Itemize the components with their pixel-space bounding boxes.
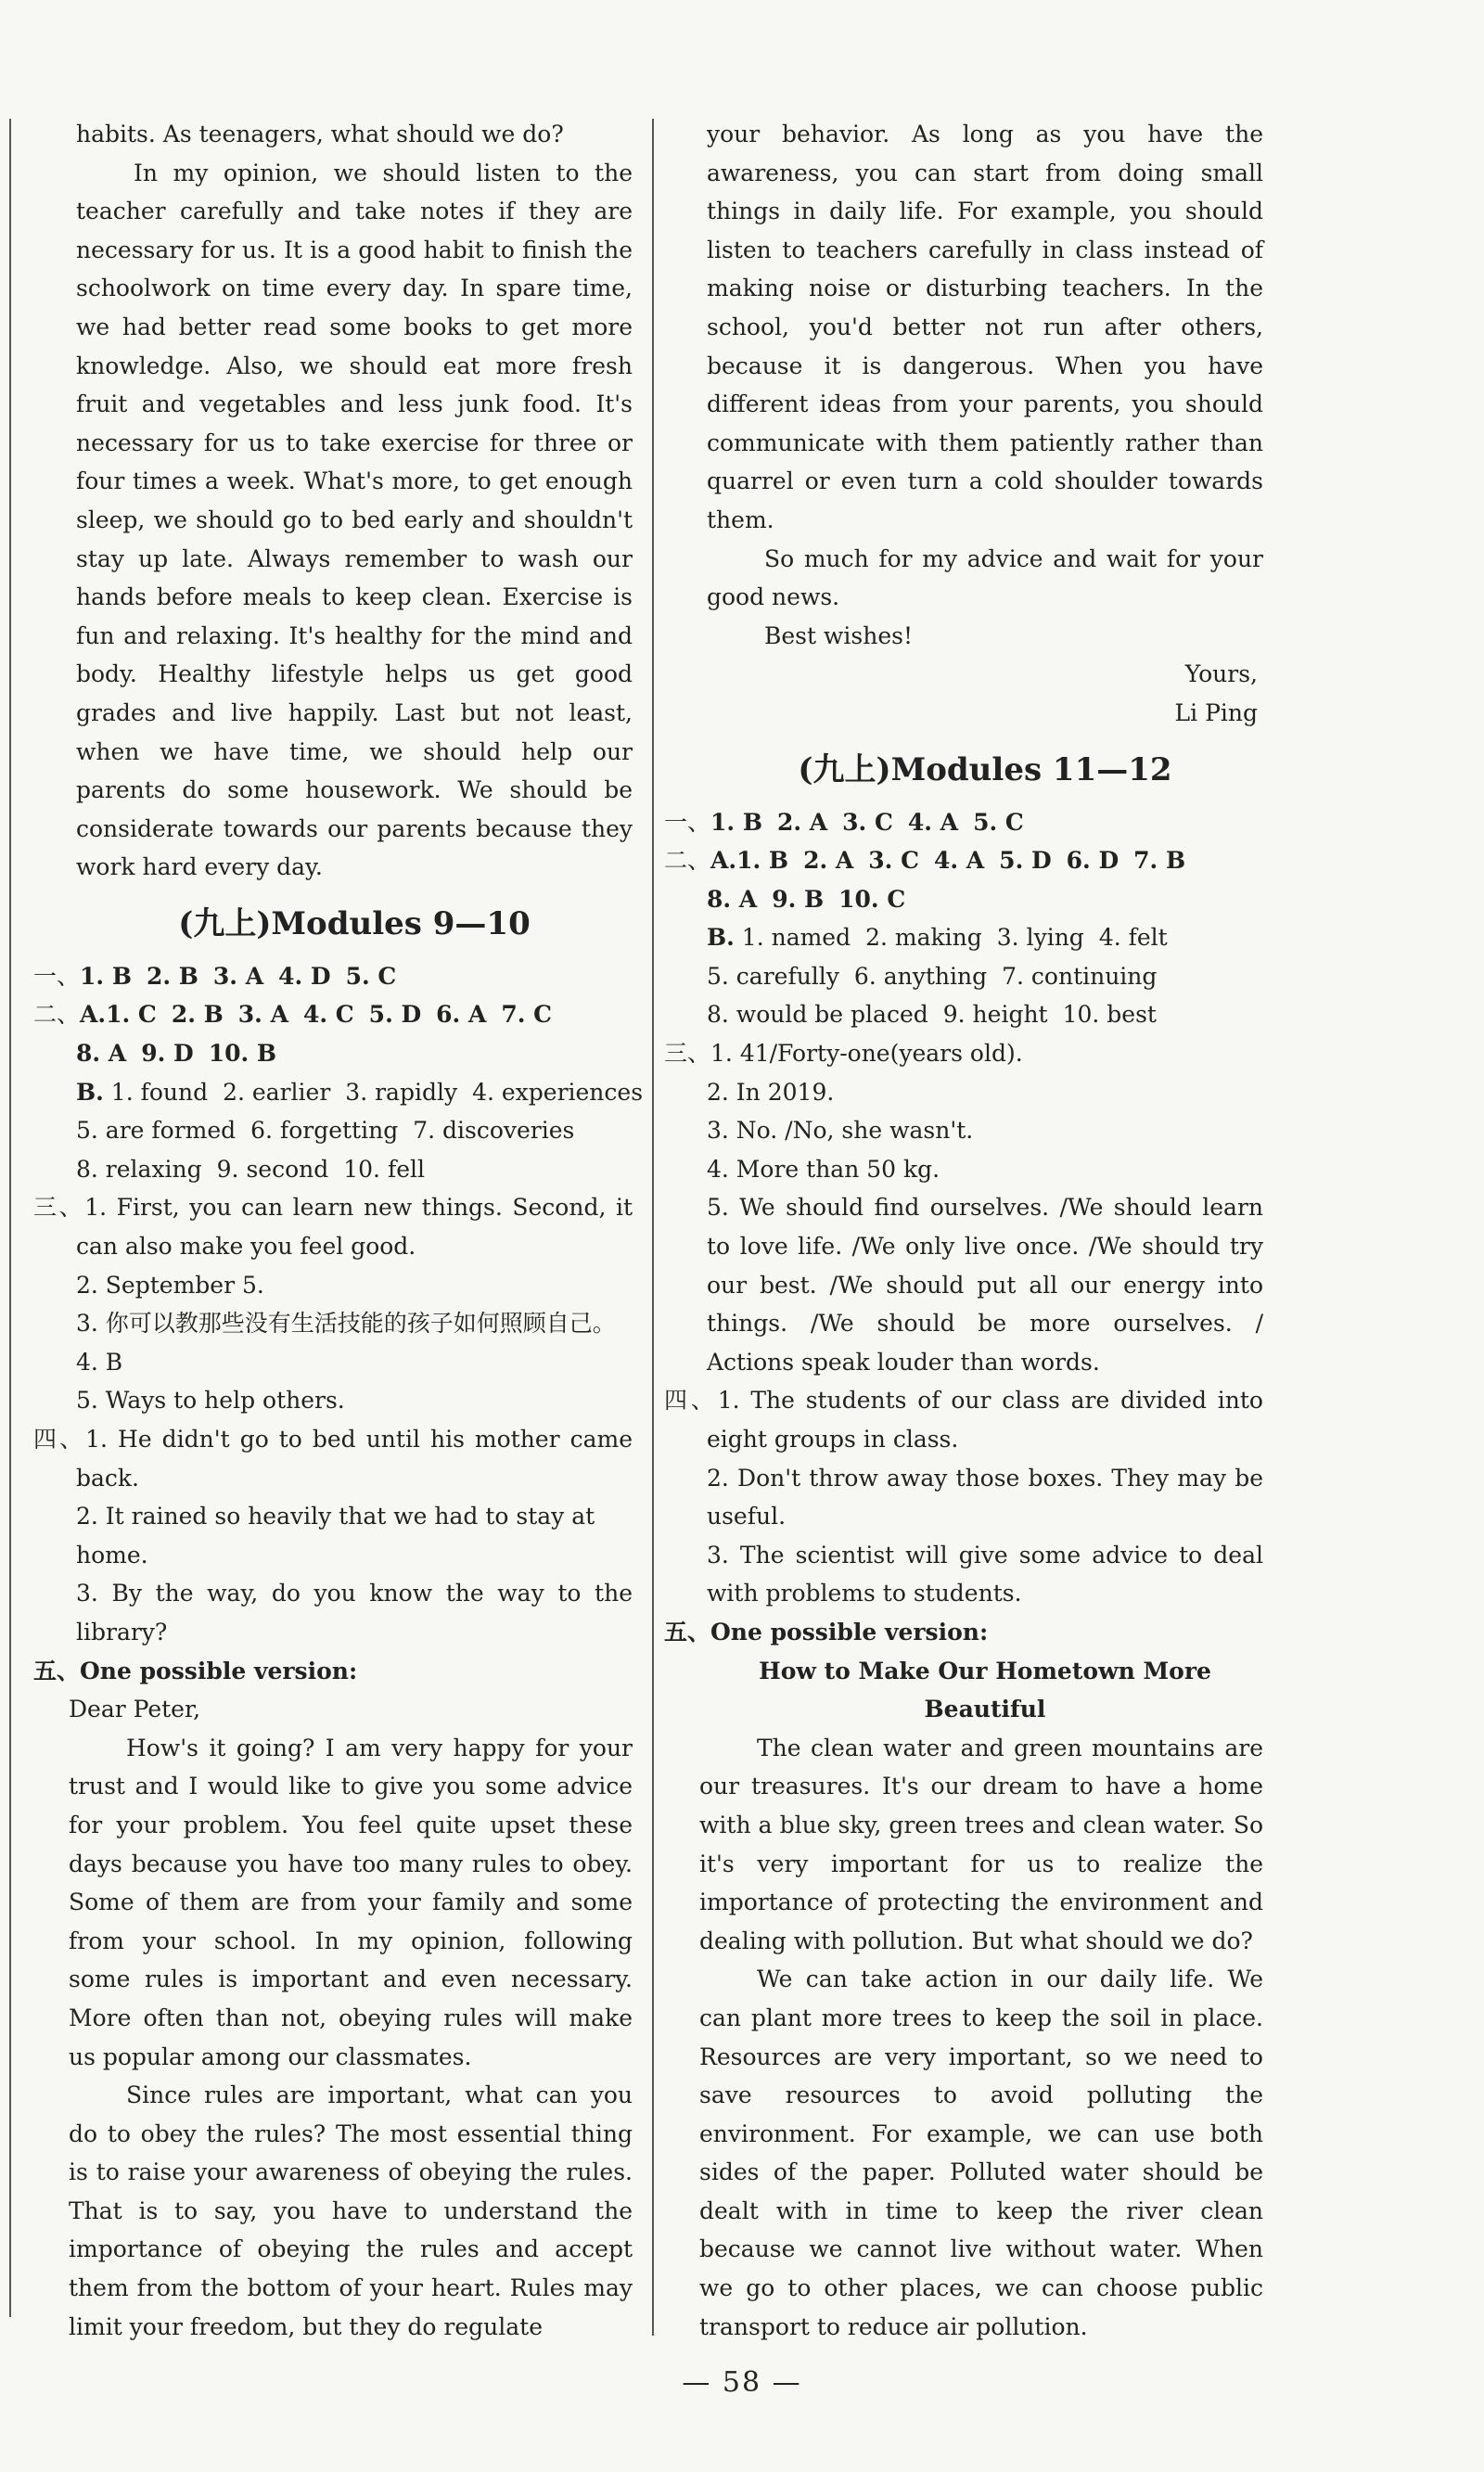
page-number: — 58 — xyxy=(682,2366,802,2399)
answers-part2a-cont: 8. A 9. D 10. B xyxy=(76,1040,277,1068)
answers-part2a-cont: 8. A 9. B 10. C xyxy=(707,885,906,913)
answers-part2b-cont: 5. carefully 6. anything 7. continuing xyxy=(707,962,1158,990)
answers-part5: 五、One possible version: Dear Peter, How's it going? I am very happy for your trust and I would like to give you some advice for your problem. You feel quite upset these days because you have too many rules to obey. Some of them are from your family and some from your school. In my opinion, following some rules is important and even necessary. More often than not, obeying rules will make us popular among our classmates. Since rules are important, what can you do to obey the rules? The most essential thing is to raise your awareness of obeying the rules. That is to say, you have to understand the importance of obeying the rules and accept them from the bottom of your heart. Rules may limit your freedom, but they do regulate xyxy=(33,1657,633,2340)
answers-part2b-cont: 8. relaxing 9. second 10. fell xyxy=(76,1155,425,1183)
answers-part2a: 二、A.1. B 2. A 3. C 4. A 5. D 6. D 7. B xyxy=(664,847,1186,875)
answers-part1: 一、1. B 2. B 3. A 4. D 5. C xyxy=(33,962,397,990)
answers-part2b-cont: 8. would be placed 9. height 10. best xyxy=(707,1001,1157,1029)
letter-continuation: your behavior. As long as you have the awareness, you can start from doing small things in daily life. For example, you should listen to teachers carefully in class instead of making noise or disturbing teachers. In the school, you'd better not run after others, because it is dangerous. When you have different ideas from your parents, you should communicate with them patiently rather than quarrel or even turn a cold shoulder towards them. xyxy=(707,121,1263,533)
section-title: (九上)Modules 9—10 xyxy=(178,904,531,942)
left-column xyxy=(33,115,644,2346)
answers-part2a: 二、A.1. C 2. B 3. A 4. C 5. D 6. A 7. C xyxy=(33,1001,553,1029)
letter-signature: Li Ping xyxy=(1174,698,1258,726)
answers-part2b-cont: 5. are formed 6. forgetting 7. discoveries xyxy=(76,1117,575,1145)
answers-part2b: B. 1. found 2. earlier 3. rapidly 4. experiences xyxy=(76,1078,644,1106)
answers-part1: 一、1. B 2. A 3. C 4. A 5. C xyxy=(664,808,1024,836)
answers-part4: 四、1. He didn't go to bed until his mother came back. 2. It rained so heavily that we had to stay at home. 3. By the way, do you know the way to the library? xyxy=(33,1426,633,1646)
answers-part4: 四、1. The students of our class are divided into eight groups in class. 2. Don't throw away those boxes. They may be useful. 3. The scientist will give some advice to deal with problems to students. xyxy=(664,1387,1263,1607)
essay-title: How to Make Our Hometown More Beautiful xyxy=(759,1657,1211,1723)
essay-line: habits. As teenagers, what should we do? xyxy=(76,121,564,147)
essay-paragraph: In my opinion, we should listen to the teacher carefully and take notes if they are necessary for us. It is a good habit to finish the schoolwork on time every day. In spare time, we had better read some books to get more knowledge. Also, we should eat more fresh fruit and vegetables and less junk food. It's necessary for us to take exercise for three or four times a week. What's more, to get enough sleep, we should go to bed early and shouldn't stay up late. Always remember to wash our hands before meals to keep clean. Exercise is fun and relaxing. It's healthy for the mind and body. Healthy lifestyle helps us get good grades and live happily. Last but not least, when we have time, we should help our parents do some housework. We should be considerate towards our parents because they work hard every day. xyxy=(76,159,633,881)
letter-wishes: Best wishes! xyxy=(764,621,913,649)
answers-part5: 五、One possible version: How to Make Our Hometown More Beautiful The clean water and green mountains are our treasures. It's our dream to have a home with a blue sky, green trees and clean water. So it's very important for us to realize the importance of protecting the environment and dealing with pollution. But what should we do? We can take action in our daily life. We can plant more trees to keep the soil in place. Resources are very important, so we need to save resources to avoid polluting the environment. For example, we can use both sides of the paper. Polluted water should be dealt with in time to keep the river clean because we cannot live without water. When we go to other places, we can choose public transport to reduce air pollution. xyxy=(664,1618,1263,2340)
letter-yours: Yours, xyxy=(1184,660,1258,688)
answers-part3: 三、1. First, you can learn new things. Second, it can also make you feel good. 2. September 5. 3. 你可以教那些没有生活技能的孩子如何照顾自己。 4. B 5. Ways to help others. xyxy=(33,1194,633,1415)
right-column xyxy=(664,115,1263,2346)
left-margin-rule xyxy=(9,119,11,2317)
letter-closing: So much for my advice and wait for your good news. xyxy=(707,544,1263,611)
answers-part3: 三、1. 41/Forty-one(years old). 2. In 2019. 3. No. /No, she wasn't. 4. More than 50 kg. 5. We should find ourselves. /We should learn to love life. /We only live once. /We should try our best. /We should put all our energy into things. /We should be more ourselves. / Actions speak louder than words. xyxy=(664,1040,1263,1376)
section-title: (九上)Modules 11—12 xyxy=(798,750,1172,788)
column-divider xyxy=(652,119,654,2336)
answers-part2b: B. 1. named 2. making 3. lying 4. felt xyxy=(707,924,1168,952)
